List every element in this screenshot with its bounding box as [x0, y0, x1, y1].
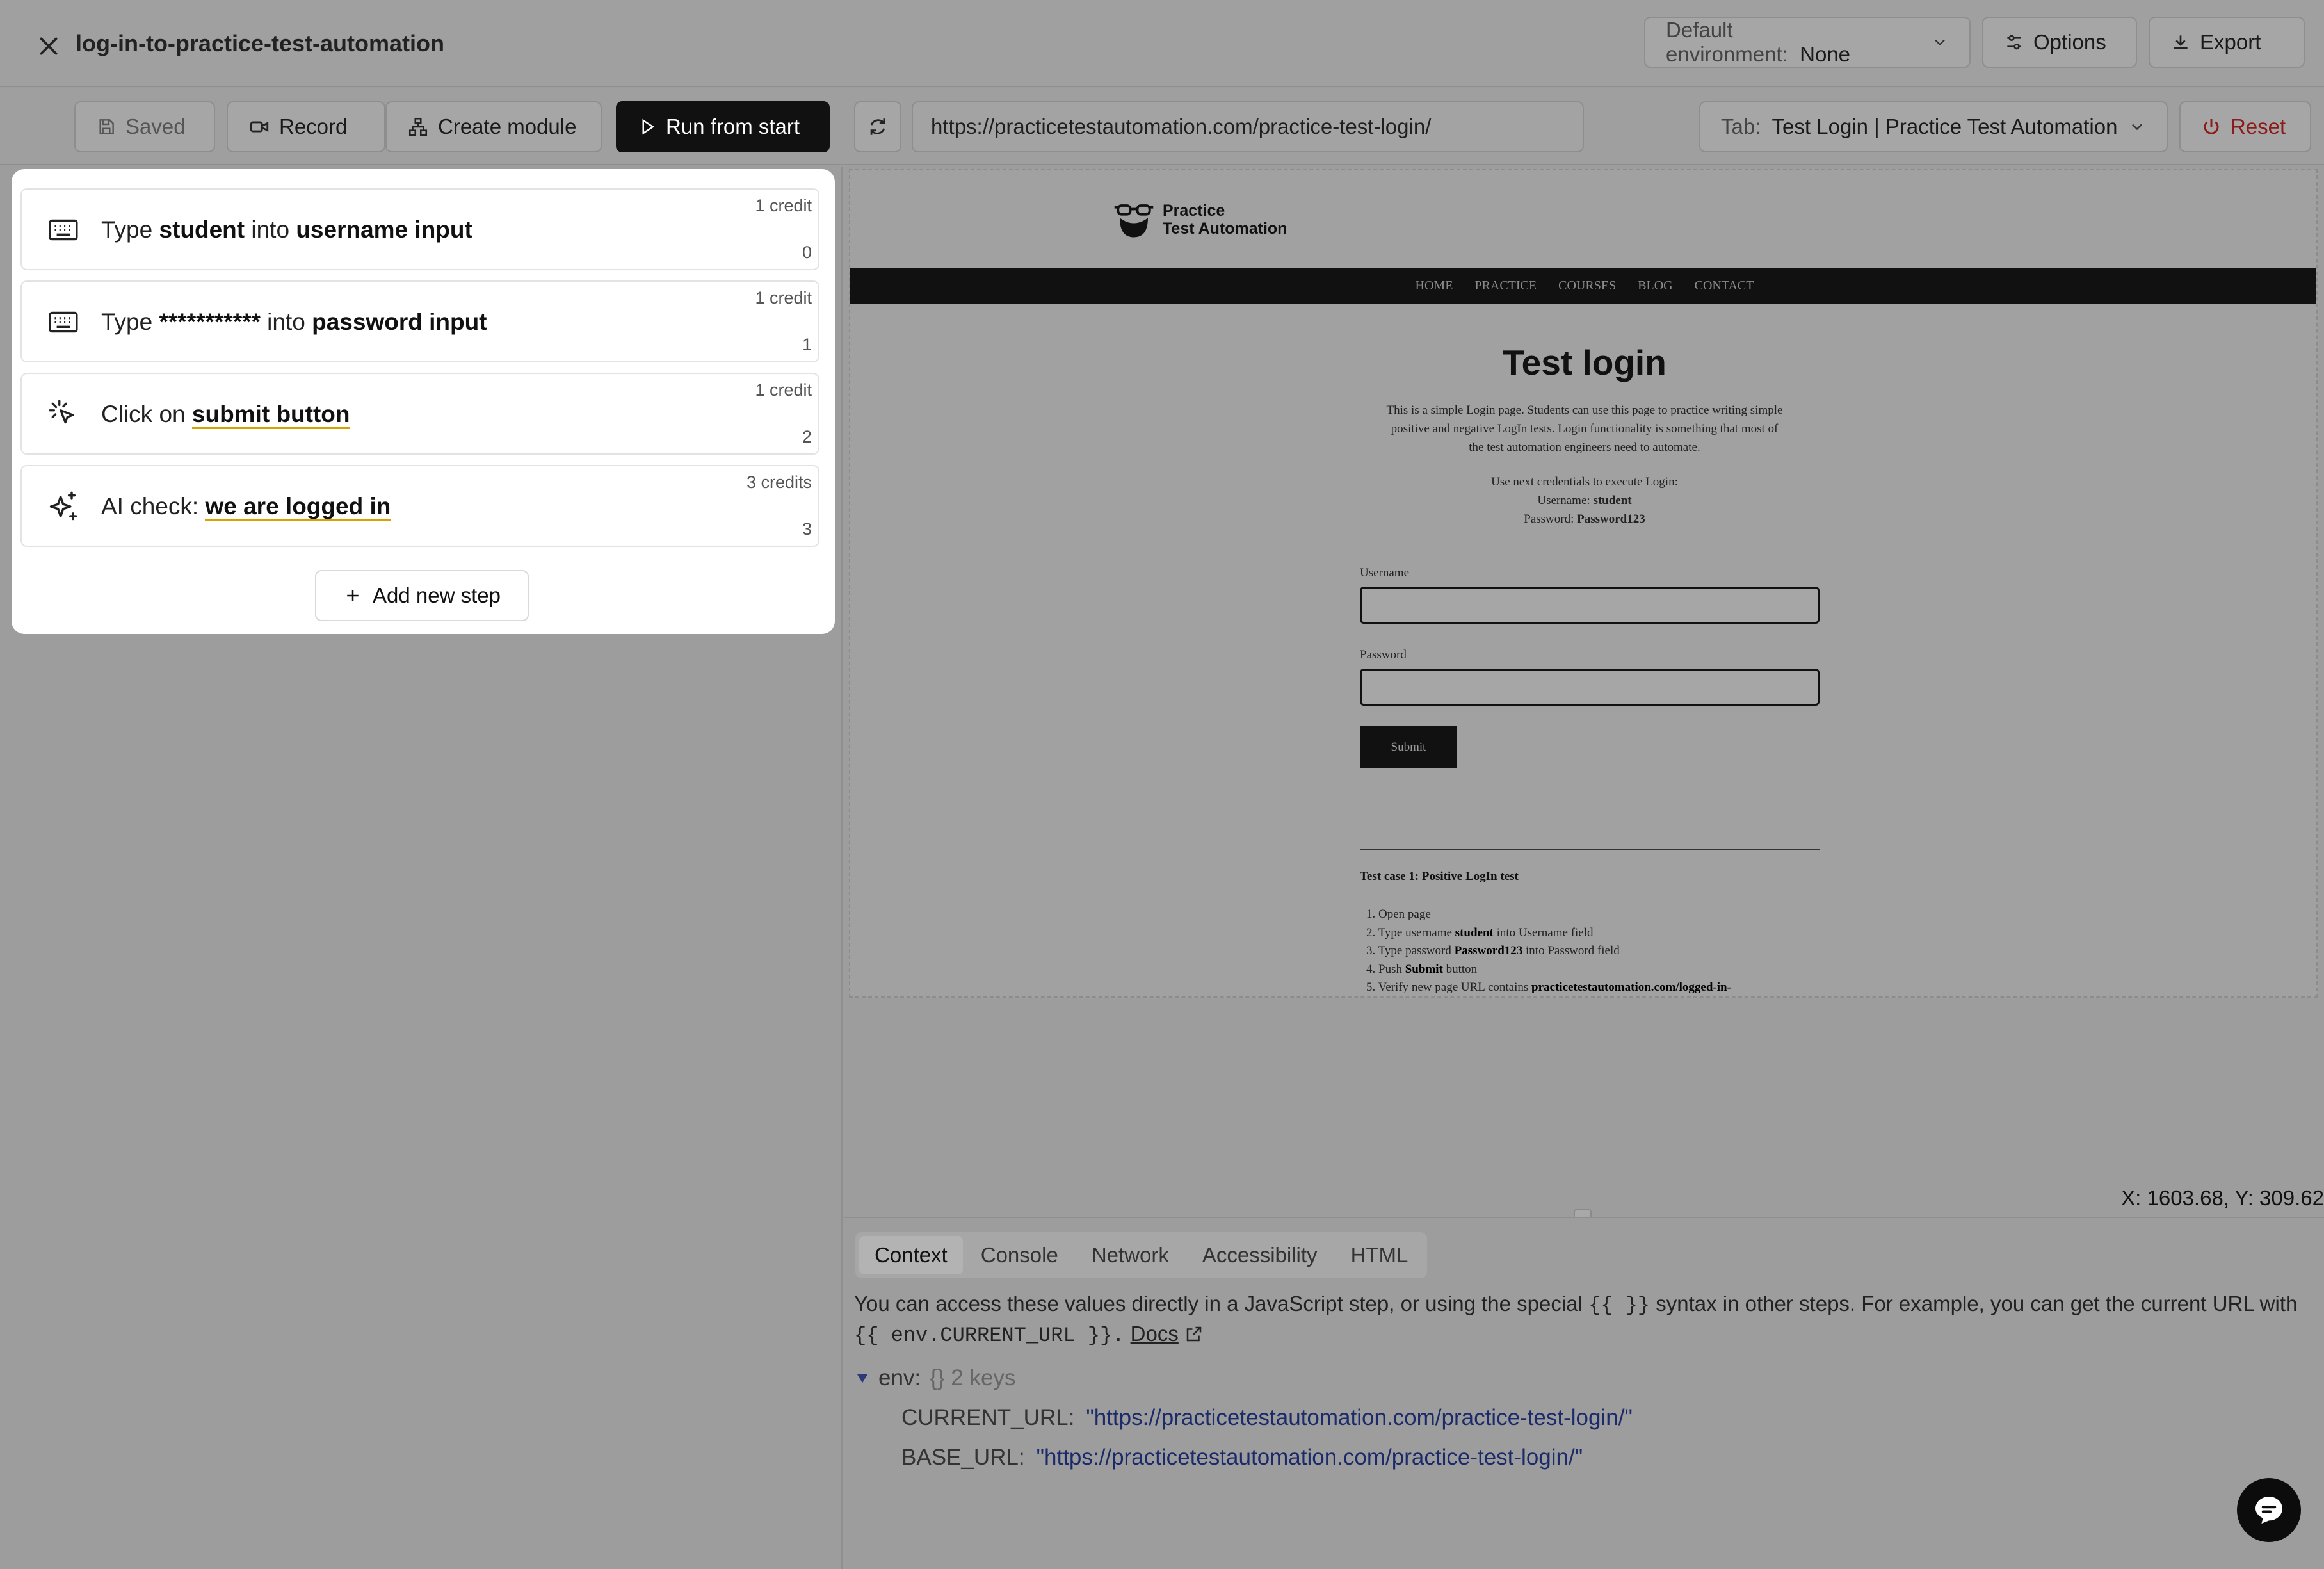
chat-icon: [2251, 1492, 2287, 1528]
tab-accessibility[interactable]: Accessibility: [1202, 1243, 1318, 1267]
sparkles-icon: [46, 489, 81, 524]
module-tree-icon: [407, 116, 429, 138]
site-nav-contact[interactable]: CONTACT: [1694, 278, 1754, 293]
download-icon: [2170, 32, 2191, 53]
saved-button[interactable]: [74, 101, 215, 152]
tab-html[interactable]: HTML: [1350, 1243, 1408, 1267]
create-module-button[interactable]: [385, 101, 602, 152]
env-meta: {} 2 keys: [930, 1365, 1016, 1390]
create-module-label: Create module: [438, 115, 577, 138]
site-nav-courses[interactable]: COURSES: [1558, 278, 1617, 293]
site-nav: [850, 268, 2318, 304]
site-logo[interactable]: [1113, 199, 1287, 241]
step-index: 2: [802, 427, 812, 446]
saved-label: Saved: [125, 115, 186, 138]
site-credentials: Use next credentials to execute Login: Username: student Password: Password123: [1491, 475, 1678, 526]
env-entry: CURRENT_URL: "https://practicetestautomation.com/practice-test-login/": [901, 1405, 1633, 1430]
export-label: Export: [2200, 30, 2261, 54]
plus-icon: [343, 586, 362, 605]
step-description: Type *********** into password input: [101, 309, 487, 335]
list-item: 3. Type password Password123 into Password field: [1366, 944, 1620, 957]
site-nav-blog[interactable]: BLOG: [1638, 278, 1673, 293]
refresh-button[interactable]: [854, 101, 901, 152]
logo-line-1: Practice: [1163, 202, 1225, 220]
step-row[interactable]: [20, 373, 819, 455]
context-description: You can access these values directly in a JavaScript step, or using the special {{ }} syntax in other steps. For example, you can get the current URL with {{ env.CURRENT_URL }}. Docs: [854, 1292, 2298, 1347]
tab-network[interactable]: Network: [1091, 1243, 1169, 1267]
steps-card: [12, 169, 835, 634]
environment-label: Default environment:: [1666, 18, 1788, 66]
chevron-down-icon: [1931, 33, 1949, 51]
cursor-coordinates: X: 1603.68, Y: 309.62: [2121, 1186, 2324, 1210]
step-credit: 1 credit: [755, 196, 812, 215]
step-index: 0: [802, 243, 812, 262]
step-row[interactable]: [20, 280, 819, 362]
site-nav-home[interactable]: HOME: [1415, 278, 1453, 293]
close-icon[interactable]: [31, 28, 67, 64]
site-intro: This is a simple Login page. Students can use this page to practice writing simple positive and negative LogIn tests. Login functionality is something that most of the test automation engineers need to automate.: [1386, 403, 1783, 454]
save-icon: [96, 117, 117, 137]
step-description: Type student into username input: [101, 216, 472, 243]
browser-tab-select[interactable]: [1699, 101, 2168, 152]
record-button[interactable]: [227, 101, 385, 152]
docs-link[interactable]: Docs: [1130, 1322, 1179, 1345]
keyboard-icon: [46, 213, 81, 247]
logo-line-2: Test Automation: [1163, 220, 1287, 238]
test-case-steps: [1366, 906, 1731, 997]
list-item: 5. Verify new page URL contains practicetestautomation.com/logged-in-: [1366, 980, 1731, 994]
browser-preview: [844, 167, 2324, 1209]
website-viewport[interactable]: [849, 169, 2318, 998]
env-key: env:: [878, 1365, 921, 1390]
step-description: Click on submit button: [101, 398, 350, 430]
top-bar: [0, 0, 2324, 87]
divider: [1360, 849, 1820, 850]
site-nav-practice[interactable]: PRACTICE: [1474, 278, 1537, 293]
step-target-link[interactable]: submit button: [192, 401, 350, 429]
test-case-title: Test case 1: Positive LogIn test: [1360, 870, 1519, 883]
export-button[interactable]: [2149, 17, 2305, 68]
list-item: 4. Push Submit button: [1366, 962, 1478, 976]
username-label: Username: [1360, 566, 1410, 580]
caret-down-icon: [855, 1371, 869, 1385]
list-item: 2. Type username student into Username field: [1366, 925, 1594, 939]
username-input[interactable]: [1360, 587, 1820, 624]
step-target-link[interactable]: we are logged in: [205, 493, 391, 521]
click-pointer-icon: [46, 397, 81, 432]
options-label: Options: [2033, 30, 2106, 54]
sliders-icon: [2004, 32, 2024, 53]
password-input[interactable]: [1360, 669, 1820, 706]
test-title: log-in-to-practice-test-automation: [76, 30, 444, 56]
tab-label: Tab:: [1721, 115, 1761, 138]
step-credit: 3 credits: [746, 473, 812, 492]
tab-console[interactable]: Console: [980, 1243, 1058, 1267]
options-button[interactable]: [1982, 17, 2137, 68]
submit-button[interactable]: Submit: [1360, 726, 1457, 768]
tab-context[interactable]: Context: [859, 1236, 963, 1274]
devtools-tabs: [855, 1232, 1427, 1278]
tab-value: Test Login | Practice Test Automation: [1771, 115, 2118, 138]
refresh-icon: [867, 116, 889, 138]
steps-pane: [0, 167, 843, 1569]
keyboard-icon: [46, 305, 81, 339]
environment-value: None: [1800, 42, 1850, 66]
step-index: 3: [802, 519, 812, 539]
external-link-icon: [1184, 1324, 1204, 1344]
video-camera-icon: [248, 116, 270, 138]
chevron-down-icon: [2128, 118, 2146, 136]
play-icon: [638, 117, 657, 136]
glasses-beard-logo-icon: [1113, 199, 1155, 241]
step-credit: 1 credit: [755, 288, 812, 307]
step-description: AI check: we are logged in: [101, 491, 391, 523]
step-row[interactable]: [20, 465, 819, 547]
site-heading: Test login: [1503, 343, 1666, 382]
env-tree-root[interactable]: [855, 1365, 1015, 1391]
step-credit: 1 credit: [755, 380, 812, 400]
add-new-step-button[interactable]: [315, 570, 529, 621]
devtools-panel: [844, 1217, 2324, 1569]
toolbar: [0, 88, 2324, 165]
power-icon: [2201, 117, 2222, 137]
step-index: 1: [802, 335, 812, 354]
step-row[interactable]: [20, 188, 819, 270]
env-entry: BASE_URL: "https://practicetestautomation.com/practice-test-login/": [901, 1445, 1583, 1470]
password-label: Password: [1360, 648, 1407, 662]
list-item: 1. Open page: [1366, 907, 1431, 921]
run-from-start-button[interactable]: [616, 101, 830, 152]
chat-support-button[interactable]: [2237, 1478, 2301, 1542]
record-label: Record: [279, 115, 348, 138]
reset-label: Reset: [2231, 115, 2286, 138]
add-new-step-label: Add new step: [373, 583, 501, 607]
url-input[interactable]: https://practicetestautomation.com/practice-test-login/: [912, 101, 1584, 152]
reset-button[interactable]: [2179, 101, 2311, 152]
environment-select[interactable]: [1644, 17, 1971, 68]
run-from-start-label: Run from start: [666, 115, 800, 138]
